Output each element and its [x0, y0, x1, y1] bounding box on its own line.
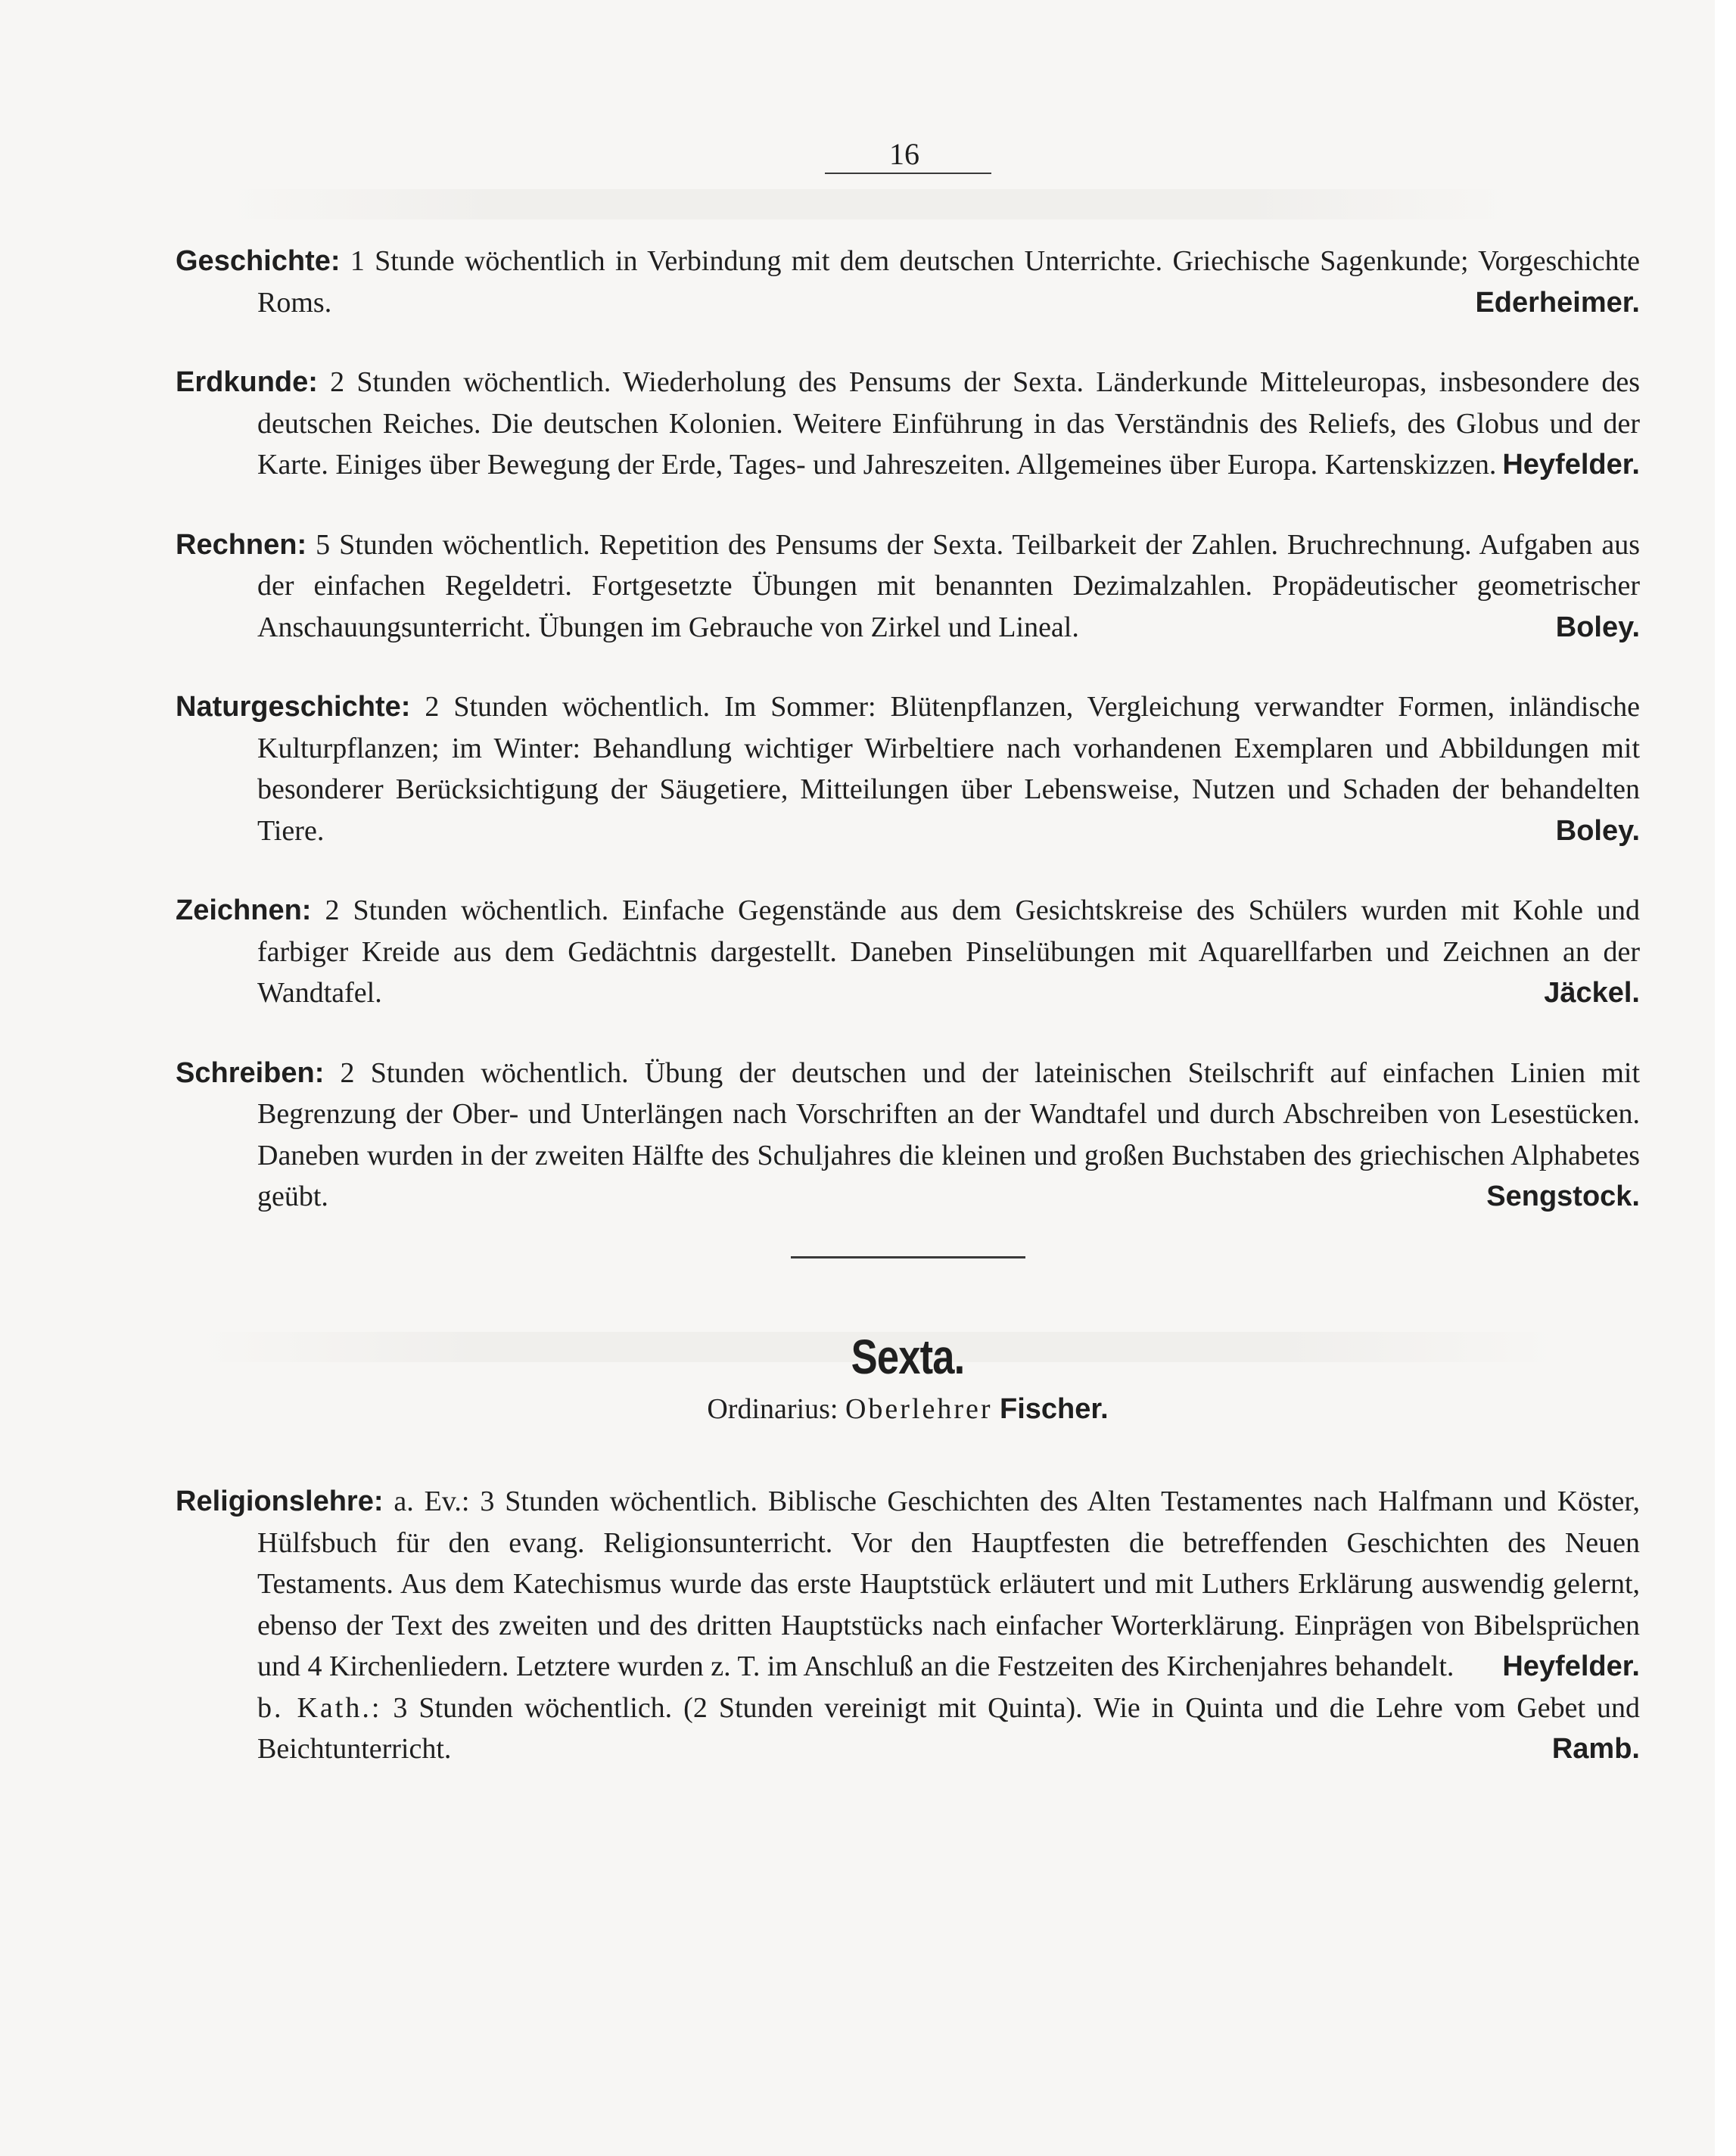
subject-label: Zeichnen:: [176, 894, 312, 926]
teacher-name: Heyfelder.: [1502, 1650, 1640, 1682]
subject-label: Erdkunde:: [176, 366, 318, 398]
ordinarius-name: Fischer.: [1000, 1392, 1109, 1425]
subject-label: Schreiben:: [176, 1056, 325, 1089]
ordinarius-line: [176, 1389, 1640, 1430]
entry-religionslehre: [176, 1481, 1640, 1770]
entry-body: 2 Stunden wöchentlich. Übung der deutschen und der lateinischen Steilschrift auf einfachen Linien mit Begrenzung der Ober- und Unterlängen nach Vorschriften an der Wandtafel und durch Abschreiben von Lesestücken. Daneben wurden in der zweiten Hälfte des Schuljahres die kleinen und großen Buchstaben des griechischen Alphabetes geübt.: [257, 1056, 1641, 1212]
entry-paragraph: [176, 241, 1640, 323]
entry-paragraph: [176, 686, 1640, 851]
entry-body: 2 Stunden wöchentlich. Im Sommer: Blütenpflanzen, Vergleichung verwandter Formen, inländische Kulturpflanzen; im Winter: Behandlung wichtiger Wirbeltiere nach vorhandenen Exemplaren und Abbildungen mit besonderer Berücksichtigung der Säugetiere, Mitteilungen über Lebensweise, Nutzen und Schaden der behandelten Tiere.: [257, 691, 1641, 847]
teacher-name: Boley.: [1555, 611, 1640, 643]
entry-body: 1 Stunde wöchentlich in Verbindung mit dem deutschen Unterrichte. Griechische Sagenkunde; Vorgeschichte Roms.: [257, 245, 1640, 319]
teacher-name: Ramb.: [1551, 1733, 1640, 1765]
bleed-through-decoration: [227, 189, 1514, 219]
entry-geschichte: [176, 241, 1640, 323]
subject-label: Naturgeschichte:: [176, 691, 411, 723]
religion-part-a-body: 3 Stunden wöchentlich. Biblische Geschichten des Alten Testamentes nach Halfmann und Köster, Hülfsbuch für den evang. Religionsunterricht. Vor den Hauptfesten die betreffenden Geschichten des Neuen Testaments. Aus dem Katechismus wurde das erste Hauptstück erläutert und mit Luthers Erklärung auswendig gelernt, ebenso der Text des zweiten und des dritten Hauptstücks nach einfacher Worterklärung. Einprägen von Bibelsprüchen und 4 Kirchenliedern. Letztere wurden z. T. im Anschluß an die Festzeiten des Kirchenjahres behandelt.: [257, 1486, 1640, 1682]
entry-body: 2 Stunden wöchentlich. Einfache Gegenstände aus dem Gesichtskreise des Schülers wurden mit Kohle und farbiger Kreide aus dem Gedächtnis dargestellt. Daneben Pinselübungen mit Aquarellfarben und Zeichnen an der Wandtafel.: [257, 894, 1640, 1009]
teacher-name: Ederheimer.: [1475, 286, 1640, 319]
religion-part-a-label: a. Ev.:: [394, 1486, 470, 1517]
subject-label: Geschichte:: [176, 245, 341, 277]
entry-body: 2 Stunden wöchentlich. Wiederholung des Pensums der Sexta. Länderkunde Mitteleuropas, insbesondere des deutschen Reiches. Die deutschen Kolonien. Weitere Einführung in das Verständnis des Reliefs, des Globus und der Karte. Einiges über Bewegung der Erde, Tages- und Jahreszeiten. Allgemeines über Europa. Kartenskizzen.: [257, 366, 1641, 481]
page-number: 16: [889, 137, 919, 171]
section-divider: [791, 1256, 1025, 1258]
teacher-name: Boley.: [1555, 814, 1640, 847]
subject-label: Rechnen:: [176, 528, 307, 561]
ordinarius-label: Ordinarius:: [707, 1392, 838, 1425]
section-title: Sexta.: [851, 1329, 965, 1384]
entry-paragraph: [176, 524, 1640, 649]
entry-paragraph: [176, 1481, 1640, 1688]
entry-naturgeschichte: [176, 686, 1640, 851]
page-content: [176, 241, 1640, 1809]
subject-label: Religionslehre:: [176, 1486, 384, 1517]
ordinarius-rank: Oberlehrer: [845, 1392, 993, 1425]
religion-part-b-body: 3 Stunden wöchentlich. (2 Stunden vereinigt mit Quinta). Wie in Quinta und die Lehre vom Gebet und Beichtunterricht.: [257, 1691, 1640, 1765]
religion-part-b-label: b. Kath.:: [257, 1691, 382, 1724]
entry-body: 5 Stunden wöchentlich. Repetition des Pensums der Sexta. Teilbarkeit der Zahlen. Bruchrechnung. Aufgaben aus der einfachen Regeldetri. Fortgesetzte Übungen mit benannten Dezimalzahlen. Propädeutischer geometrischer Anschauungsunterricht. Übungen im Gebrauche von Zirkel und Lineal.: [257, 528, 1640, 643]
entry-erdkunde: [176, 362, 1640, 486]
entry-zeichnen: [176, 890, 1640, 1014]
entry-paragraph: [176, 890, 1640, 1014]
page-number-rule: [825, 173, 991, 174]
religion-part-b: [176, 1688, 1640, 1770]
entry-paragraph: [176, 1053, 1640, 1218]
teacher-name: Sengstock.: [1486, 1181, 1640, 1212]
teacher-name: Jäckel.: [1544, 977, 1640, 1009]
entry-rechnen: [176, 524, 1640, 649]
teacher-name: Heyfelder.: [1502, 449, 1640, 481]
entry-paragraph: [176, 362, 1640, 486]
entry-schreiben: [176, 1053, 1640, 1218]
